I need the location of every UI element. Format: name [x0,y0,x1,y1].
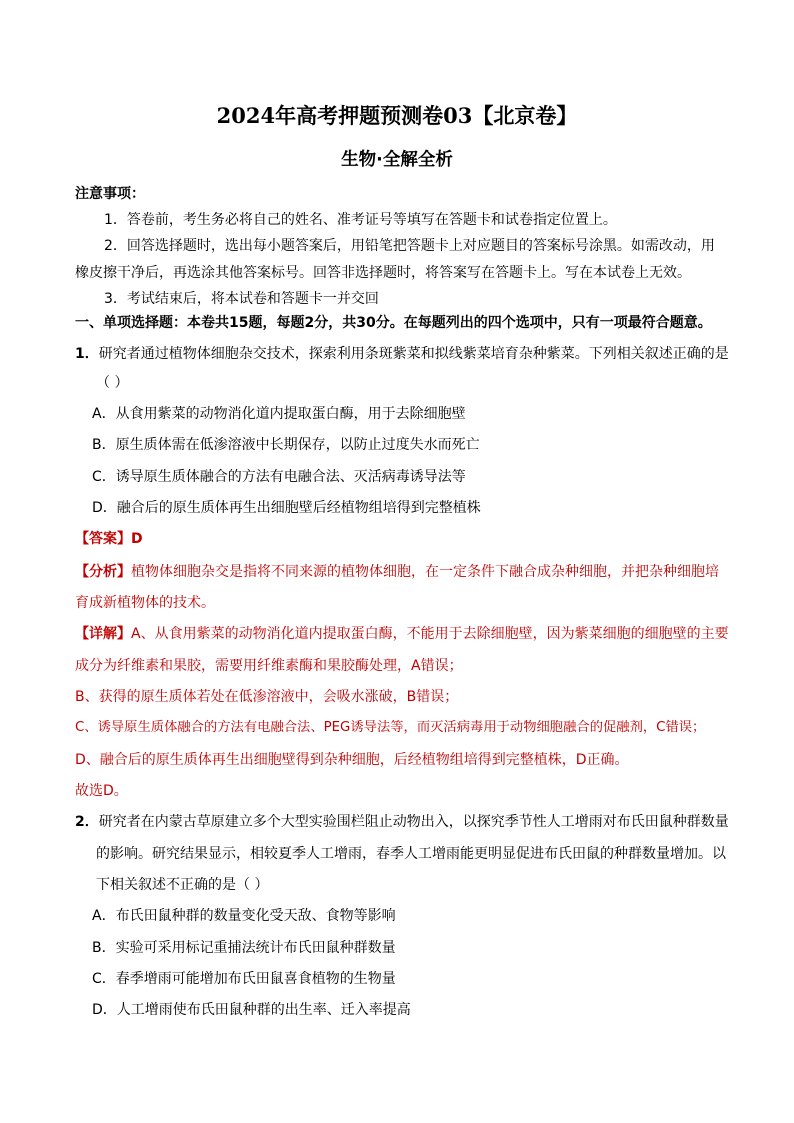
question-1-stem-text: 研究者通过植物体细胞杂交技术，探索利用条斑紫菜和拟线紫菜培育杂种紫菜。下列相关叙述正确的是 [98,346,729,362]
question-1-option-d: D．融合后的原生质体再生出细胞壁后经植物组培得到完整植株 [92,500,481,516]
question-2-option-a: A．布氏田鼠种群的数量变化受天敌、食物等影响 [92,908,396,924]
detail-line-4: C、诱导原生质体融合的方法有电融合法、PEG诱导法等，而灭活病毒用于动物细胞融合的促融剂，C错误； [75,720,706,735]
question-2-stem [75,813,729,831]
page-subtitle: 生物·全解全析 [341,150,453,170]
question-2-option-b: B．实验可采用标记重捕法统计布氏田鼠种群数量 [92,940,396,956]
section-heading: 一、单项选择题：本卷共15题，每题2分，共30分。在每题列出的四个选项中，只有一项最符合题意。 [75,315,712,331]
notice-heading: 注意事项： [75,186,145,202]
analysis-tag: 【分析】 [75,564,131,580]
detail-line-1: A、从食用紫菜的动物消化道内提取蛋白酶，不能用于去除细胞壁，因为紫菜细胞的细胞壁的主要 [131,626,729,642]
question-1-option-c: C．诱导原生质体融合的方法有电融合法、灭活病毒诱导法等 [92,469,466,485]
question-2-option-d: D．人工增雨使布氏田鼠种群的出生率、迁入率提高 [92,1002,411,1018]
question-2-stem-line-1: 研究者在内蒙古草原建立多个大型实验围栏阻止动物出入，以探究季节性人工增雨对布氏田鼠种群数量 [98,814,729,830]
question-1-detail [75,625,729,643]
detail-line-5: D、融合后的原生质体再生出细胞壁得到杂种细胞，后经植物组培得到完整植株，D正确。 [75,752,629,768]
question-2-option-c: C．春季增雨可能增加布氏田鼠喜食植物的生物量 [92,971,396,987]
detail-conclusion: 故选D。 [75,783,128,799]
notice-item-3: 3．考试结束后，将本试卷和答题卡一并交回 [104,291,379,307]
page-title: 2024年高考押题预测卷03【北京卷】 [216,103,578,128]
notice-item-2: 2．回答选择题时，选出每小题答案后，用铅笔把答题卡上对应题目的答案标号涂黑。如需改动，用 [104,238,715,254]
question-1-option-b: B．原生质体需在低渗溶液中长期保存，以防止过度失水而死亡 [92,437,480,453]
question-1-number: 1． [75,346,99,362]
notice-item-2-cont: 橡皮擦干净后，再选涂其他答案标号。回答非选择题时，将答案写在答题卡上。写在本试卷上无效。 [75,265,691,281]
detail-line-2: 成分为纤维素和果胶，需要用纤维素酶和果胶酶处理，A错误； [75,658,463,674]
question-2-stem-line-2: 的影响。研究结果显示，相较夏季人工增雨，春季人工增雨能更明显促进布氏田鼠的种群数量增加。以 [96,846,726,862]
question-1-answer [75,530,143,548]
question-1-analysis [75,563,719,581]
question-2-number: 2． [75,814,99,830]
question-2-stem-line-3: 下相关叙述不正确的是（ ） [96,877,269,893]
analysis-text: 植物体细胞杂交是指将不同来源的植物体细胞，在一定条件下融合成杂种细胞，并把杂种细胞培 [131,564,719,580]
detail-line-3: B、获得的原生质体若处在低渗溶液中，会吸水涨破，B错误； [75,689,459,705]
question-1-option-a: A．从食用紫菜的动物消化道内提取蛋白酶，用于去除细胞壁 [92,406,466,422]
detail-tag: 【详解】 [75,626,131,642]
answer-value: D [131,531,143,547]
question-1-stem [75,345,729,363]
question-1-blank: （ ） [96,375,129,391]
notice-item-1: 1．答卷前，考生务必将自己的姓名、准考证号等填写在答题卡和试卷指定位置上。 [104,212,617,228]
answer-tag: 【答案】 [75,531,131,547]
question-1-analysis-cont: 育成新植物体的技术。 [75,595,215,611]
